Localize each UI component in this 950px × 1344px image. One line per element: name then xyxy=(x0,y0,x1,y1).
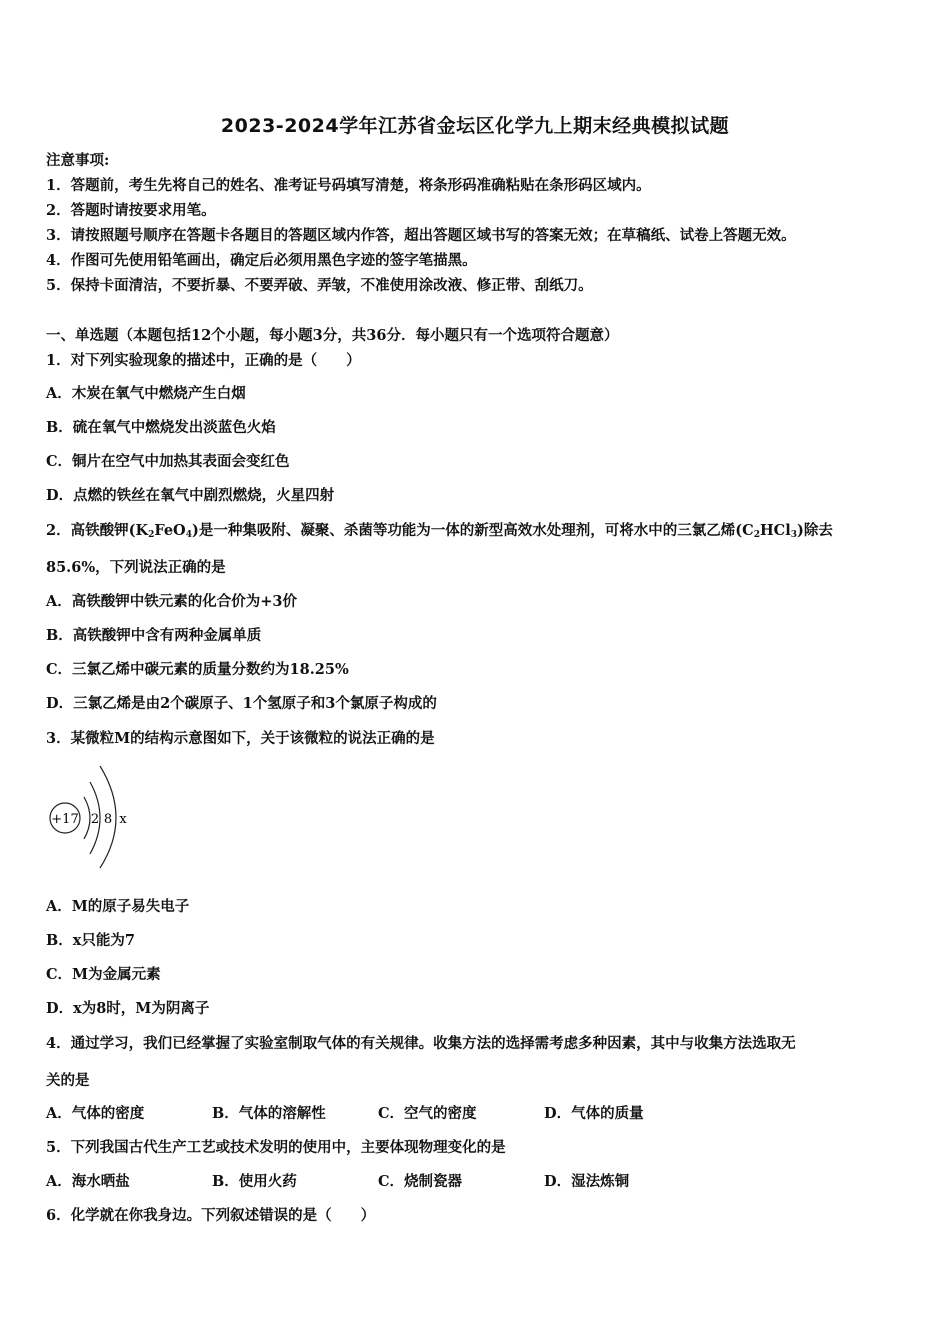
q2-option-d: D．三氯乙烯是由2个碳原子、1个氢原子和3个氯原子构成的 xyxy=(46,695,437,712)
nucleus-charge: +17 xyxy=(51,812,79,827)
q2-stem-cont: 85.6%，下列说法正确的是 xyxy=(46,559,226,576)
q2-sub-d: 3 xyxy=(790,530,797,540)
q6-stem: 6．化学就在你我身边。下列叙述错误的是（ ） xyxy=(46,1207,376,1224)
q1-option-d: D．点燃的铁丝在氧气中剧烈燃烧，火星四射 xyxy=(46,487,335,504)
q4-option-d: D．气体的质量 xyxy=(544,1105,644,1122)
q5-option-c: C．烧制瓷器 xyxy=(378,1173,463,1190)
q4-options-row xyxy=(46,1104,644,1124)
q3-option-d: D．x为8时，M为阴离子 xyxy=(46,1000,210,1017)
q2-option-a: A．高铁酸钾中铁元素的化合价为+3价 xyxy=(46,593,297,610)
q5-options-row xyxy=(46,1172,629,1192)
q5-option-d: D．湿法炼铜 xyxy=(544,1173,630,1190)
q3-option-c: C．M为金属元素 xyxy=(46,966,161,983)
atom-structure-diagram xyxy=(42,760,142,870)
page-title: 2023-2024学年江苏省金坛区化学九上期末经典模拟试题 xyxy=(220,115,730,137)
q5-stem: 5．下列我国古代生产工艺或技术发明的使用中，主要体现物理变化的是 xyxy=(46,1139,506,1156)
q2-stem-b: FeO xyxy=(154,522,186,539)
section-heading: 一、单选题（本题包括12个小题，每小题3分，共36分．每小题只有一个选项符合题意） xyxy=(46,327,619,344)
q3-option-b: B．x只能为7 xyxy=(46,932,135,949)
shell-1-electrons: 2 xyxy=(90,812,100,827)
q2-stem xyxy=(46,521,833,541)
q4-option-c: C．空气的密度 xyxy=(378,1105,477,1122)
shell-2-electrons: 8 xyxy=(103,812,113,827)
electron-shell-1 xyxy=(84,797,90,839)
shell-3-electrons: x xyxy=(119,812,127,827)
q1-option-a: A．木炭在氧气中燃烧产生白烟 xyxy=(46,385,246,402)
q2-stem-e: )除去 xyxy=(797,522,833,539)
notice-item-4: 4．作图可先使用铅笔画出，确定后必须用黑色字迹的签字笔描黑。 xyxy=(46,252,477,269)
q2-stem-c: )是一种集吸附、凝聚、杀菌等功能为一体的新型高效水处理剂，可将水中的三氯乙烯(C xyxy=(191,522,754,539)
q5-option-a: A．海水晒盐 xyxy=(46,1173,130,1190)
q5-option-b: B．使用火药 xyxy=(212,1173,297,1190)
q2-option-c: C．三氯乙烯中碳元素的质量分数约为18.25% xyxy=(46,661,349,678)
q4-option-b: B．气体的溶解性 xyxy=(212,1105,326,1122)
q2-stem-d: HCl xyxy=(759,522,791,539)
q4-stem: 4．通过学习，我们已经掌握了实验室制取气体的有关规律。收集方法的选择需考虑多种因素，其中与收集方法选取无 xyxy=(46,1035,796,1052)
notice-heading: 注意事项: xyxy=(46,152,110,169)
q4-option-a: A．气体的密度 xyxy=(46,1105,145,1122)
q3-stem: 3．某微粒M的结构示意图如下，关于该微粒的说法正确的是 xyxy=(46,730,435,747)
q2-option-b: B．高铁酸钾中含有两种金属单质 xyxy=(46,627,262,644)
notice-item-5: 5．保持卡面清洁，不要折暴、不要弄破、弄皱，不准使用涂改液、修正带、刮纸刀。 xyxy=(46,277,593,294)
notice-item-3: 3．请按照题号顺序在答题卡各题目的答题区域内作答，超出答题区域书写的答案无效；在草稿纸、试卷上答题无效。 xyxy=(46,227,796,244)
q2-stem-a: 2．高铁酸钾(K xyxy=(46,522,149,539)
q1-stem: 1．对下列实验现象的描述中，正确的是（ ） xyxy=(46,352,361,369)
notice-item-1: 1．答题前，考生先将自己的姓名、准考证号码填写清楚，将条形码准确粘贴在条形码区域内。 xyxy=(46,177,651,194)
q2-sub-a: 2 xyxy=(148,530,155,540)
q2-sub-c: 2 xyxy=(753,530,760,540)
notice-item-2: 2．答题时请按要求用笔。 xyxy=(46,202,216,219)
q3-option-a: A．M的原子易失电子 xyxy=(46,898,190,915)
q1-option-b: B．硫在氧气中燃烧发出淡蓝色火焰 xyxy=(46,419,276,436)
q2-sub-b: 4 xyxy=(185,530,192,540)
q4-stem-cont: 关的是 xyxy=(46,1072,90,1089)
q1-option-c: C．铜片在空气中加热其表面会变红色 xyxy=(46,453,290,470)
